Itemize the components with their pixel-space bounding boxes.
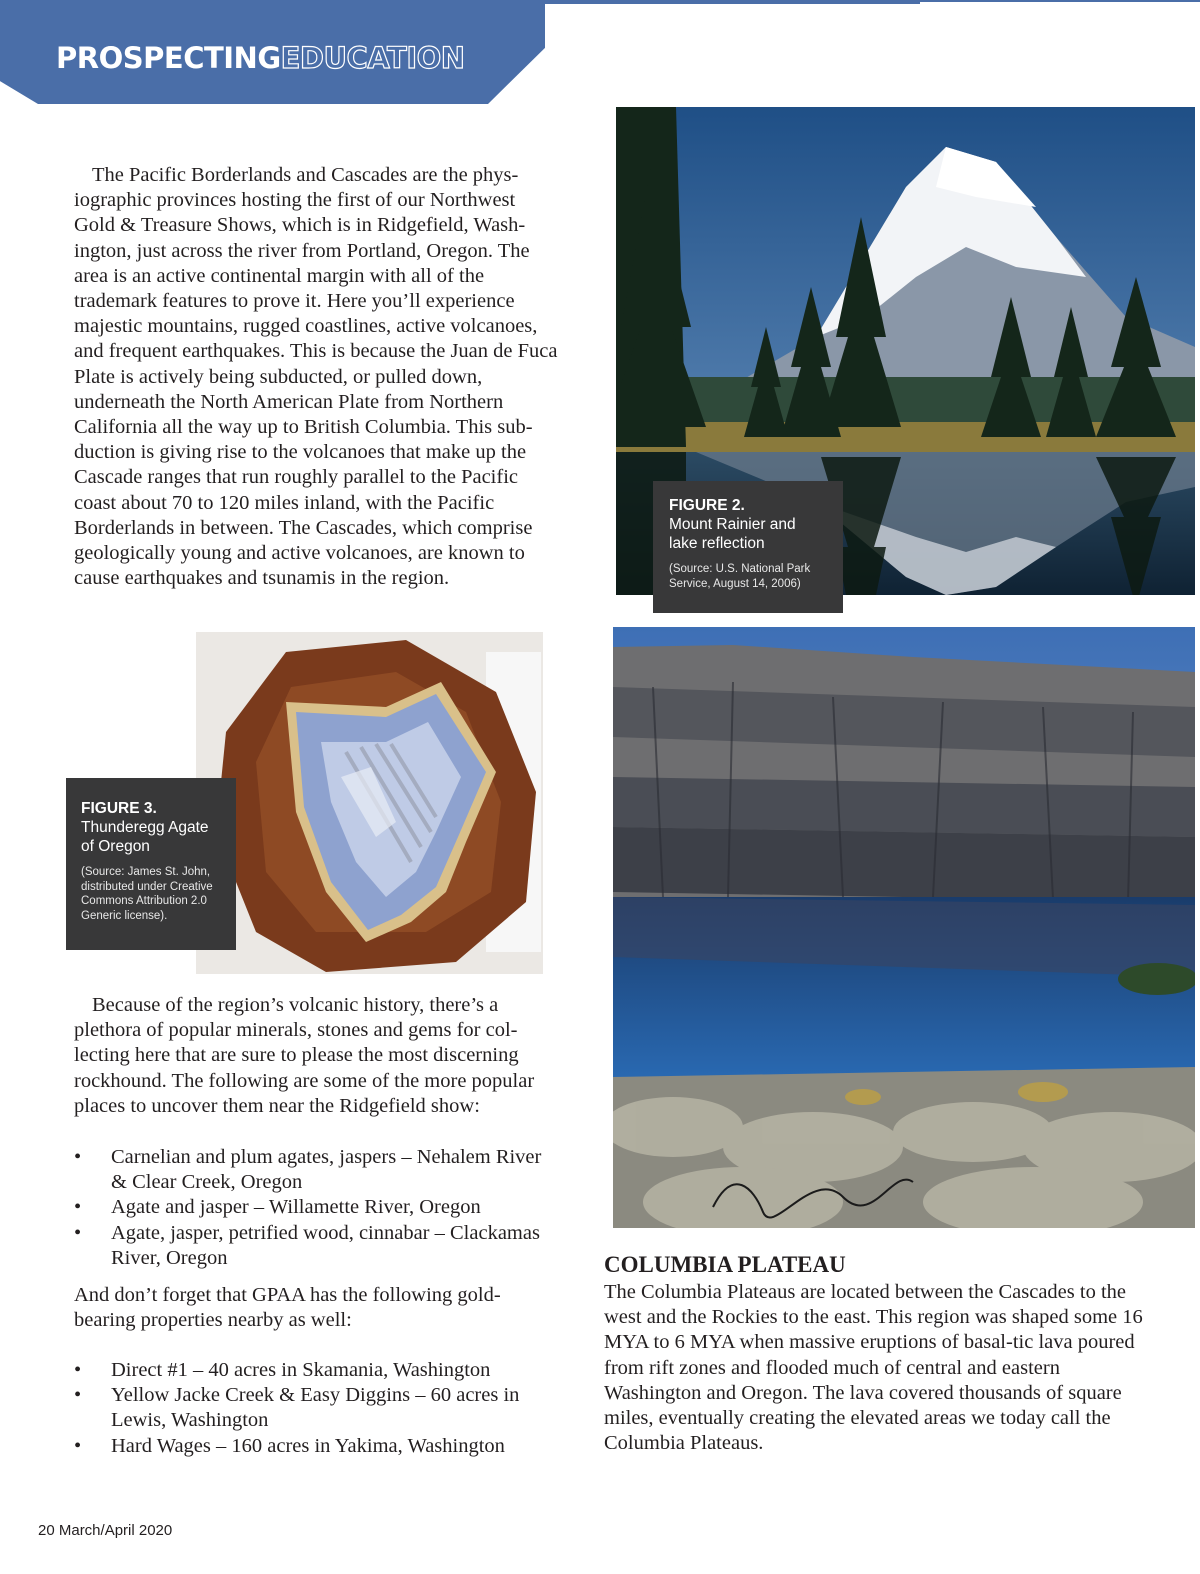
collecting-sites-list — [74, 1145, 560, 1271]
list-item: • Direct #1 – 40 acres in Skamania, Washington — [74, 1358, 560, 1383]
columbia-plateau-photo — [613, 627, 1195, 1228]
figure-2-source: (Source: U.S. National Park Service, August 14, 2006) — [669, 563, 811, 590]
gpaa-paragraph: And don’t forget that GPAA has the following gold-bearing properties nearby as well: — [74, 1284, 501, 1332]
section-heading: COLUMBIA PLATEAU — [604, 1252, 846, 1277]
department-title-bold: PROSPECTING — [56, 41, 281, 75]
figure-2-description: Mount Rainier and lake reflection — [669, 516, 796, 552]
department-title — [56, 41, 465, 75]
thunderegg-agate-photo — [196, 632, 543, 974]
figure-3-description: Thunderegg Agate of Oregon — [81, 819, 209, 855]
list-item: • Yellow Jacke Creek & Easy Diggins – 60 acres in Lewis, Washington — [74, 1383, 560, 1433]
list-item: • Agate, jasper, petrified wood, cinnabar – Clackamas River, Oregon — [74, 1221, 560, 1271]
list-item: • Carnelian and plum agates, jaspers – Nehalem River & Clear Creek, Oregon — [74, 1145, 560, 1195]
figure-2-label: FIGURE 2. — [669, 497, 745, 514]
gpaa-properties-list — [74, 1358, 560, 1459]
page-folio: 20 March/April 2020 — [38, 1522, 173, 1539]
figure-3-caption — [66, 778, 236, 950]
intro-paragraph: The Pacific Borderlands and Cascades are the phys-iographic provinces hosting the first of our Northwest Gold & Treasure Shows, which is in Ridgefield, Wash-ington, just across the river from Portland, Oregon. The area is an active continental margin with all of the trademark features to prove it. Here you’ll experience majestic mountains, rugged coastlines, active volcanoes, and frequent earthquakes. This is because the Juan de Fuca Plate is actively being subducted, or pulled down, underneath the North American Plate from Northern California all the way up to British Columbia. This sub-duction is giving rise to the volcanoes that make up the Cascade ranges that run roughly parallel to the Pacific coast about 70 to 120 miles inland, with the Pacific Borderlands in between. The Cascades, which comprise geologically young and active volcanoes, are known to cause earthquakes and tsunamis in the region. — [74, 164, 558, 590]
columbia-plateau-paragraph: The Columbia Plateaus are located between the Cascades to the west and the Rockies to the east. This region was shaped some 16 MYA to 6 MYA when massive eruptions of basal-tic lava poured from rift zones and flooded much of central and eastern Washington and Oregon. The lava covered thousands of square miles, eventually creating the elevated areas we today call the Columbia Plateaus. — [604, 1281, 1143, 1455]
department-title-outline: EDUCATION — [280, 41, 465, 75]
figure-2-caption — [653, 481, 843, 613]
figure-3-source: (Source: James St. John, distributed under Creative Commons Attribution 2.0 Generic license). — [81, 866, 213, 922]
list-item: • Agate and jasper – Willamette River, Oregon — [74, 1195, 560, 1220]
figure-3-label: FIGURE 3. — [81, 800, 157, 817]
list-item: • Hard Wages – 160 acres in Yakima, Washington — [74, 1434, 560, 1459]
minerals-paragraph: Because of the region’s volcanic history, there’s a plethora of popular minerals, stones and gems for col-lecting here that are sure to please the most discerning rockhound. The following are some of the more popular places to uncover them near the Ridgefield show: — [74, 994, 535, 1117]
